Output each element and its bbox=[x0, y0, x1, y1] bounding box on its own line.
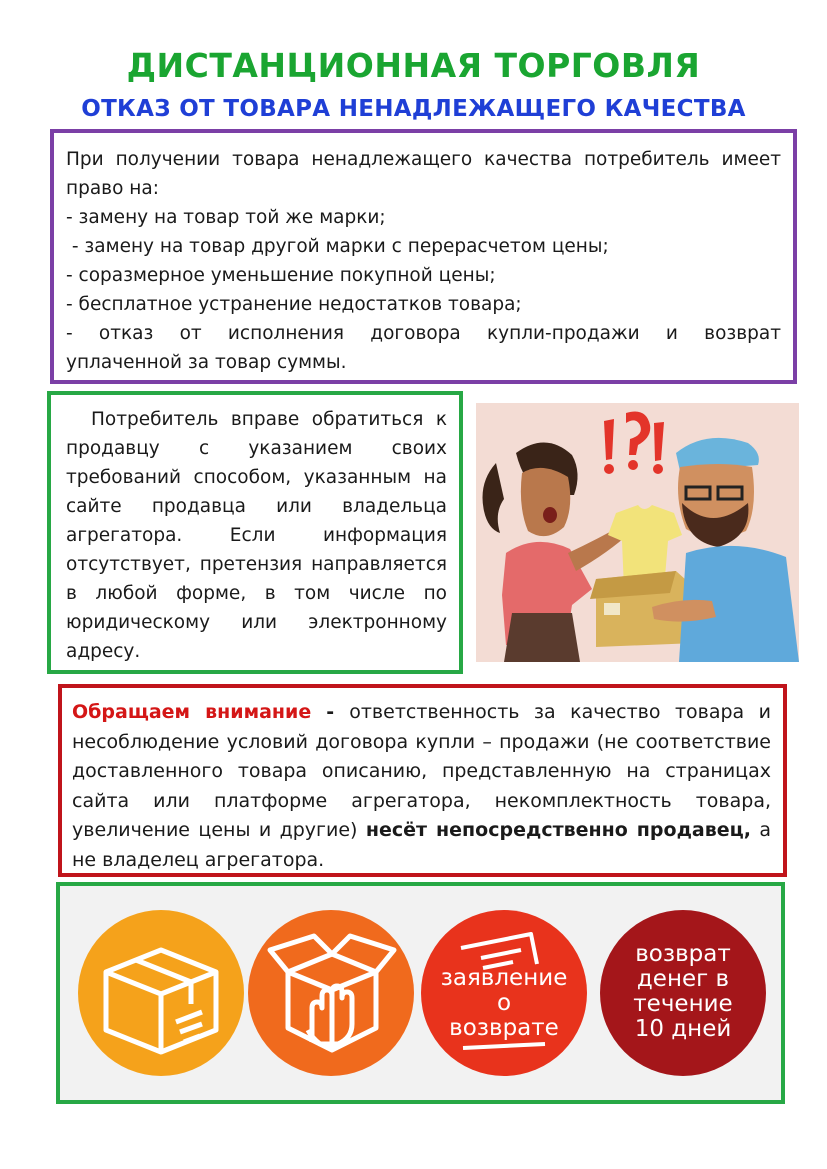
claim-line: сайте продавца или владельца bbox=[66, 496, 447, 517]
return-form-line: возврате bbox=[449, 1015, 559, 1041]
box-icon bbox=[78, 910, 244, 1076]
complaint-illustration bbox=[476, 403, 799, 662]
step-circle-money-return bbox=[600, 910, 766, 1076]
rights-line: - бесплатное устранение недостатков товара; bbox=[66, 294, 522, 315]
notice-box bbox=[58, 684, 787, 877]
step-circle-box bbox=[78, 910, 244, 1076]
return-form-line: заявление bbox=[440, 965, 568, 991]
money-return-line: денег в bbox=[636, 966, 730, 992]
rights-box bbox=[50, 129, 797, 384]
notice-body: ответственность за качество товара и несоблюдение условий договора купли – продажи (не соответствие доставленного товара описанию, представленную на страницах сайта или платформе агрегатора, некомплектность товара, увеличение цены и другие) bbox=[72, 701, 772, 841]
claim-line: юридическому или электронному bbox=[66, 612, 447, 633]
claim-line: продавцу с указанием своих bbox=[66, 438, 447, 459]
rights-line: - отказ от исполнения договора купли-продажи и возврат bbox=[66, 323, 781, 344]
rights-line: уплаченной за товар суммы. bbox=[66, 352, 347, 373]
money-return-line: возврат bbox=[635, 941, 731, 967]
attention-dash: - bbox=[311, 701, 350, 723]
rights-line: - замену на товар другой марки с перерасчетом цены; bbox=[66, 236, 609, 257]
claim-line: Потребитель вправе обратиться к bbox=[66, 409, 447, 430]
return-form-line: о bbox=[496, 990, 512, 1016]
complaint-illustration-svg bbox=[476, 403, 799, 662]
claim-text bbox=[66, 405, 447, 666]
claim-line: требований способом, указанным на bbox=[66, 467, 447, 488]
rights-line: - замену на товар той же марки; bbox=[66, 207, 386, 228]
attention-label: Обращаем внимание bbox=[72, 701, 312, 723]
rights-line: - соразмерное уменьшение покупной цены; bbox=[66, 265, 496, 286]
claim-line: агрегатора. Если информация bbox=[66, 525, 447, 546]
open-box-hand-icon bbox=[248, 910, 414, 1076]
step-circle-open-box bbox=[248, 910, 414, 1076]
step-circle-return-form bbox=[421, 910, 587, 1076]
notice-ending: а не владелец агрегатора. bbox=[72, 819, 771, 871]
claim-line: отсутствует, претензия направляется bbox=[66, 554, 447, 575]
money-return-line: 10 дней bbox=[634, 1016, 732, 1042]
notice-bold: несёт непосредственно продавец, bbox=[365, 819, 751, 841]
money-return-line: течение bbox=[633, 991, 733, 1017]
claim-line: в любой форме, в том числе по bbox=[66, 583, 447, 604]
rights-line: При получении товара ненадлежащего качества потребитель имеет bbox=[66, 149, 781, 170]
claim-line: адресу. bbox=[66, 641, 141, 662]
rights-line: право на: bbox=[66, 178, 159, 199]
money-return-label bbox=[600, 942, 766, 1042]
page-subtitle: ОТКАЗ ОТ ТОВАРА НЕНАДЛЕЖАЩЕГО КАЧЕСТВА bbox=[81, 96, 746, 122]
claim-box bbox=[47, 391, 463, 674]
page-title: ДИСТАНЦИОННАЯ ТОРГОВЛЯ bbox=[126, 46, 701, 85]
notice-text bbox=[72, 698, 771, 875]
rights-text bbox=[66, 145, 781, 377]
return-form-label bbox=[421, 966, 587, 1041]
